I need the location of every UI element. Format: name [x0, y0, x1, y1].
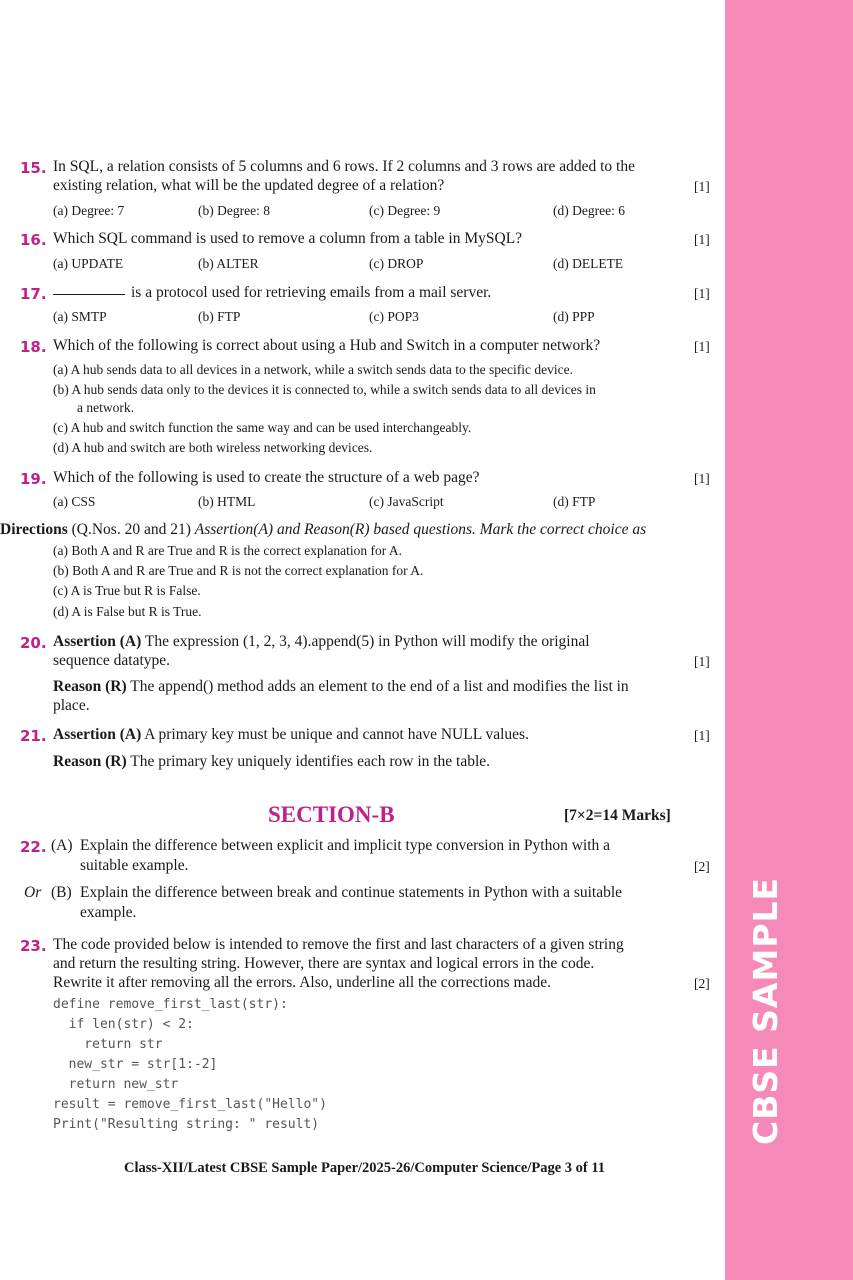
- question-15-marks: [1]: [694, 179, 710, 194]
- code-line-4: new_str = str[1:-2]: [53, 1057, 218, 1072]
- directions-range: (Q.Nos. 20 and 21): [71, 521, 191, 538]
- question-16-line1: Which SQL command is used to remove a column from a table in MySQL?: [53, 230, 523, 247]
- question-23-line2: and return the resulting string. However, there are syntax and logical errors in the code.: [53, 955, 595, 972]
- question-20-assertion-line2: sequence datatype.: [53, 652, 171, 669]
- q17-option-b: (b) FTP: [198, 309, 241, 324]
- question-20-assertion: [53, 633, 590, 651]
- question-22-b-line1: Explain the difference between break and continue statements in Python with a suitable: [80, 884, 623, 901]
- question-number-17: 17.: [20, 285, 47, 303]
- fill-in-blank: [53, 294, 125, 295]
- question-15-line1: In SQL, a relation consists of 5 columns and 6 rows. If 2 columns and 3 rows are added to the: [53, 158, 635, 175]
- question-20-reason: [53, 678, 629, 696]
- question-23-line3: Rewrite it after removing all the errors. Also, underline all the corrections made.: [53, 974, 551, 991]
- q17-option-a: (a) SMTP: [53, 309, 107, 324]
- question-20-reason-line2: place.: [53, 697, 90, 714]
- question-17-marks: [1]: [694, 286, 710, 301]
- question-17-line1: [53, 284, 491, 302]
- q16-option-c: (c) DROP: [369, 256, 424, 271]
- sidebar-watermark: CBSE SAMPLE: [746, 876, 785, 1145]
- q15-option-a: (a) Degree: 7: [53, 203, 125, 218]
- q16-option-d: (d) DELETE: [553, 256, 624, 271]
- question-number-18: 18.: [20, 338, 47, 356]
- q19-option-b: (b) HTML: [198, 494, 256, 509]
- assertion-text: The expression (1, 2, 3, 4).append(5) in Python will modify the original: [144, 633, 590, 650]
- q17-option-d: (d) PPP: [553, 309, 595, 324]
- directions-line: [0, 521, 646, 539]
- direction-option-b: (b) Both A and R are True and R is not the correct explanation for A.: [53, 563, 424, 578]
- q18-option-c: (c) A hub and switch function the same way and can be used interchangeably.: [53, 420, 472, 435]
- pink-sidebar: [725, 0, 853, 1280]
- directions-label: Directions: [0, 521, 68, 538]
- question-number-15: 15.: [20, 159, 47, 177]
- code-line-3: return str: [53, 1037, 163, 1052]
- directions-text: Assertion(A) and Reason(R) based questions. Mark the correct choice as: [194, 521, 647, 538]
- q15-option-b: (b) Degree: 8: [198, 203, 270, 218]
- q19-option-d: (d) FTP: [553, 494, 596, 509]
- question-17-text: is a protocol used for retrieving emails from a mail server.: [131, 284, 492, 301]
- question-20-marks: [1]: [694, 654, 710, 669]
- question-22-a-label: (A): [51, 837, 73, 854]
- question-number-21: 21.: [20, 727, 47, 745]
- question-22-a-line1: Explain the difference between explicit and implicit type conversion in Python with a: [80, 837, 611, 854]
- question-22-b-label: (B): [51, 884, 72, 901]
- question-23-marks: [2]: [694, 976, 710, 991]
- assertion-text: A primary key must be unique and cannot have NULL values.: [144, 726, 529, 743]
- question-15-line2: existing relation, what will be the updated degree of a relation?: [53, 177, 445, 194]
- question-18-marks: [1]: [694, 339, 710, 354]
- question-23-line1: The code provided below is intended to remove the first and last characters of a given string: [53, 936, 624, 953]
- q16-option-b: (b) ALTER: [198, 256, 259, 271]
- question-22-marks: [2]: [694, 859, 710, 874]
- question-number-20: 20.: [20, 634, 47, 652]
- direction-option-c: (c) A is True but R is False.: [53, 583, 201, 598]
- q16-option-a: (a) UPDATE: [53, 256, 124, 271]
- reason-text: The append() method adds an element to the end of a list and modifies the list in: [130, 678, 629, 695]
- assertion-label: Assertion (A): [53, 633, 142, 650]
- question-19-line1: Which of the following is used to create the structure of a web page?: [53, 469, 480, 486]
- section-b-marks: [7×2=14 Marks]: [564, 807, 671, 824]
- direction-option-a: (a) Both A and R are True and R is the correct explanation for A.: [53, 543, 403, 558]
- question-number-16: 16.: [20, 231, 47, 249]
- question-18-line1: Which of the following is correct about using a Hub and Switch in a computer network?: [53, 337, 601, 354]
- q15-option-d: (d) Degree: 6: [553, 203, 625, 218]
- assertion-label: Assertion (A): [53, 726, 142, 743]
- q19-option-a: (a) CSS: [53, 494, 96, 509]
- question-21-assertion: [53, 726, 529, 744]
- code-line-6: result = remove_first_last("Hello"): [53, 1097, 327, 1112]
- q18-option-b-line1: (b) A hub sends data only to the devices it is connected to, while a switch sends data to all devices in: [53, 382, 596, 397]
- question-21-marks: [1]: [694, 728, 710, 743]
- section-b-title: SECTION-B: [268, 802, 395, 827]
- q18-option-d: (d) A hub and switch are both wireless networking devices.: [53, 440, 373, 455]
- page-footer: Class-XII/Latest CBSE Sample Paper/2025-26/Computer Science/Page 3 of 11: [124, 1160, 606, 1176]
- q18-option-a: (a) A hub sends data to all devices in a network, while a switch sends data to the specific device.: [53, 362, 573, 377]
- direction-option-d: (d) A is False but R is True.: [53, 604, 202, 619]
- question-16-marks: [1]: [694, 232, 710, 247]
- q15-option-c: (c) Degree: 9: [369, 203, 441, 218]
- code-line-1: define remove_first_last(str):: [53, 997, 288, 1012]
- question-number-19: 19.: [20, 470, 47, 488]
- or-label: Or: [24, 884, 42, 901]
- reason-text: The primary key uniquely identifies each row in the table.: [130, 753, 491, 770]
- code-line-7: Print("Resulting string: " result): [53, 1117, 320, 1132]
- code-line-5: return new_str: [53, 1077, 179, 1092]
- question-number-22: 22.: [20, 838, 47, 856]
- q19-option-c: (c) JavaScript: [369, 494, 444, 509]
- question-22-a-line2: suitable example.: [80, 857, 189, 874]
- question-22-b-line2: example.: [80, 904, 137, 921]
- question-21-reason: [53, 753, 490, 771]
- code-line-2: if len(str) < 2:: [53, 1017, 194, 1032]
- q18-option-b-line2: a network.: [77, 400, 134, 415]
- reason-label: Reason (R): [53, 753, 127, 770]
- reason-label: Reason (R): [53, 678, 127, 695]
- question-number-23: 23.: [20, 937, 47, 955]
- q17-option-c: (c) POP3: [369, 309, 419, 324]
- question-19-marks: [1]: [694, 471, 710, 486]
